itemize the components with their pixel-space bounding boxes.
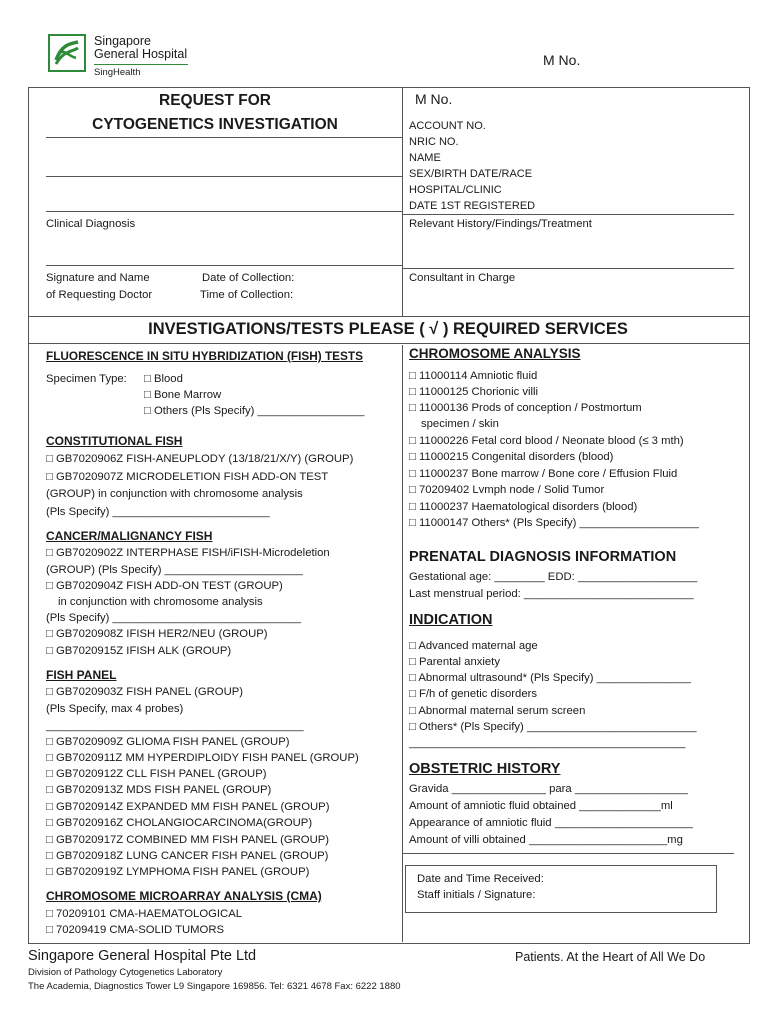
header-line-1 — [46, 137, 402, 138]
form-title-line2: CYTOGENETICS INVESTIGATION — [92, 116, 338, 133]
logo-divider — [94, 64, 188, 65]
indication-item[interactable]: □ Advanced maternal age — [409, 640, 538, 652]
panel-item[interactable]: □ GB7020919Z LYMPHOMA FISH PANEL (GROUP) — [46, 866, 310, 878]
patient-field-sex: SEX/BIRTH DATE/RACE — [409, 168, 533, 180]
specimen-option-bone-marrow[interactable]: □ Bone Marrow — [144, 389, 222, 401]
cancer-fish-heading: CANCER/MALIGNANCY FISH — [46, 529, 213, 543]
constitutional-item[interactable]: □ GB7020907Z MICRODELETION FISH ADD-ON TEST — [46, 471, 329, 483]
form-title-line1: REQUEST FOR — [159, 92, 271, 109]
chromosome-item[interactable]: □ 11000226 Fetal cord blood / Neonate blood (≤ 3 mth) — [409, 435, 684, 447]
cma-item[interactable]: □ 70209419 CMA-SOLID TUMORS — [46, 924, 225, 936]
cma-item[interactable]: □ 70209101 CMA-HAEMATOLOGICAL — [46, 908, 243, 920]
right-header-line-1 — [402, 214, 734, 215]
specimen-option-blood[interactable]: □ Blood — [144, 373, 183, 385]
patient-field-account: ACCOUNT NO. — [409, 120, 486, 132]
prenatal-gestational-edd[interactable]: Gestational age: ________ EDD: ___________________ — [409, 571, 698, 583]
chromosome-item-continued: specimen / skin — [421, 418, 499, 430]
panel-item-specify[interactable]: _________________________________________ — [46, 720, 304, 732]
patient-field-date: DATE 1ST REGISTERED — [409, 200, 536, 212]
panel-item[interactable]: □ GB7020917Z COMBINED MM FISH PANEL (GROUP) — [46, 834, 330, 846]
footer-address: The Academia, Diagnostics Tower L9 Singapore 169856. Tel: 6321 4678 Fax: 6222 1880 — [28, 981, 401, 992]
cancer-item[interactable]: □ GB7020915Z IFISH ALK (GROUP) — [46, 645, 232, 657]
obstetric-villi-amount[interactable]: Amount of villi obtained ______________________mg — [409, 834, 683, 846]
cancer-item-specify[interactable]: (Pls Specify) ______________________________ — [46, 612, 302, 624]
cancer-item-continued: in conjunction with chromosome analysis — [58, 596, 263, 608]
fish-panel-heading: FISH PANEL — [46, 668, 117, 682]
patient-field-hospital: HOSPITAL/CLINIC — [409, 184, 502, 196]
signature-label-2: of Requesting Doctor — [46, 289, 153, 301]
indication-item[interactable]: □ Abnormal ultrasound* (Pls Specify) _______________ — [409, 672, 691, 684]
obstetric-gravida-para[interactable]: Gravida _______________ para __________________ — [409, 783, 688, 795]
footer-org-name: Singapore General Hospital Pte Ltd — [28, 948, 257, 964]
logo-singhealth: SingHealth — [94, 67, 141, 78]
cancer-item-specify[interactable]: (GROUP) (Pls Specify) ______________________ — [46, 564, 303, 576]
indication-specify-line[interactable]: ____________________________________________ — [409, 737, 686, 749]
cancer-item[interactable]: □ GB7020904Z FISH ADD-ON TEST (GROUP) — [46, 580, 283, 592]
m-no-top-label: M No. — [543, 52, 581, 68]
panel-item[interactable]: □ GB7020918Z LUNG CANCER FISH PANEL (GROUP) — [46, 850, 329, 862]
panel-item[interactable]: □ GB7020909Z GLIOMA FISH PANEL (GROUP) — [46, 736, 290, 748]
hospital-logo — [48, 34, 198, 84]
chromosome-item[interactable]: □ 70209402 Lvmph node / Solid Tumor — [409, 484, 605, 496]
cma-heading: CHROMOSOME MICROARRAY ANALYSIS (CMA) — [46, 889, 322, 903]
form-center-divider — [402, 88, 403, 316]
logo-name-line1: Singapore — [94, 34, 151, 48]
indication-item[interactable]: □ F/h of genetic disorders — [409, 688, 538, 700]
chromosome-item[interactable]: □ 11000237 Bone marrow / Bone core / Effusion Fluid — [409, 468, 678, 480]
m-no-form-label: M No. — [415, 91, 453, 107]
obstetric-amniotic-appearance[interactable]: Appearance of amniotic fluid ______________________ — [409, 817, 693, 829]
relevant-history-label: Relevant History/Findings/Treatment — [409, 218, 592, 230]
investigations-underline — [28, 343, 749, 344]
panel-item[interactable]: □ GB7020913Z MDS FISH PANEL (GROUP) — [46, 784, 272, 796]
investigations-title: INVESTIGATIONS/TESTS PLEASE ( √ ) REQUIRED SERVICES — [148, 320, 628, 338]
time-collection-label: Time of Collection: — [200, 289, 294, 301]
footer-tagline: Patients. At the Heart of All We Do — [515, 950, 706, 964]
constitutional-fish-heading: CONSTITUTIONAL FISH — [46, 434, 183, 448]
chromosome-analysis-heading: CHROMOSOME ANALYSIS — [409, 346, 581, 361]
indication-item[interactable]: □ Others* (Pls Specify) ___________________________ — [409, 721, 697, 733]
obstetric-bottom-line — [402, 853, 734, 854]
fish-heading: FLUORESCENCE IN SITU HYBRIDIZATION (FISH) TESTS — [46, 349, 363, 363]
cancer-item[interactable]: □ GB7020902Z INTERPHASE FISH/iFISH-Microdeletion — [46, 547, 330, 559]
constitutional-specify[interactable]: (Pls Specify) _________________________ — [46, 506, 270, 518]
panel-item[interactable]: □ GB7020914Z EXPANDED MM FISH PANEL (GROUP) — [46, 801, 330, 813]
chromosome-item[interactable]: □ 11000136 Prods of conception / Postmortum — [409, 402, 642, 414]
cancer-item[interactable]: □ GB7020908Z IFISH HER2/NEU (GROUP) — [46, 628, 268, 640]
indication-heading: INDICATION — [409, 612, 493, 628]
received-staff-signature: Staff initials / Signature: — [417, 889, 536, 901]
signature-label-1: Signature and Name — [46, 272, 150, 284]
chromosome-item[interactable]: □ 11000215 Congenital disorders (blood) — [409, 451, 614, 463]
date-collection-label: Date of Collection: — [202, 272, 295, 284]
constitutional-item[interactable]: □ GB7020906Z FISH-ANEUPLODY (13/18/21/X/Y) (GROUP) — [46, 453, 354, 465]
consultant-label: Consultant in Charge — [409, 272, 516, 284]
chromosome-item[interactable]: □ 11000147 Others* (Pls Specify) ___________________ — [409, 517, 699, 529]
specimen-type-label: Specimen Type: — [46, 373, 127, 385]
specimen-option-others[interactable]: □ Others (Pls Specify) _________________ — [144, 405, 365, 417]
panel-item[interactable]: □ GB7020903Z FISH PANEL (GROUP) — [46, 686, 244, 698]
chromosome-item[interactable]: □ 11000125 Chorionic villi — [409, 386, 539, 398]
indication-item[interactable]: □ Abnormal maternal serum screen — [409, 705, 586, 717]
prenatal-lmp[interactable]: Last menstrual period: ___________________________ — [409, 588, 694, 600]
panel-item[interactable]: □ GB7020912Z CLL FISH PANEL (GROUP) — [46, 768, 267, 780]
clinical-diagnosis-label: Clinical Diagnosis — [46, 218, 136, 230]
constitutional-item-continued: (GROUP) in conjunction with chromosome analysis — [46, 488, 303, 500]
obstetric-amniotic-amount[interactable]: Amount of amniotic fluid obtained _____________ml — [409, 800, 673, 812]
panel-item[interactable]: □ GB7020911Z MM HYPERDIPLOIDY FISH PANEL (GROUP) — [46, 752, 359, 764]
patient-field-nric: NRIC NO. — [409, 136, 459, 148]
footer-division: Division of Pathology Cytogenetics Laboratory — [28, 967, 223, 978]
header-line-2 — [46, 176, 402, 177]
received-date-time: Date and Time Received: — [417, 873, 544, 885]
header-line-4 — [46, 265, 402, 266]
indication-item[interactable]: □ Parental anxiety — [409, 656, 500, 668]
prenatal-heading: PRENATAL DIAGNOSIS INFORMATION — [409, 549, 677, 565]
chromosome-item[interactable]: □ 11000237 Haematological disorders (blood) — [409, 501, 638, 513]
obstetric-heading: OBSTETRIC HISTORY — [409, 761, 561, 777]
panel-item-note: (Pls Specify, max 4 probes) — [46, 703, 184, 715]
right-header-line-2 — [402, 268, 734, 269]
section-divider — [28, 316, 749, 317]
chromosome-item[interactable]: □ 11000114 Amniotic fluid — [409, 370, 538, 382]
logo-name-line2: General Hospital — [94, 47, 188, 61]
patient-field-name: NAME — [409, 152, 441, 164]
header-line-3 — [46, 211, 402, 212]
panel-item[interactable]: □ GB7020916Z CHOLANGIOCARCINOMA(GROUP) — [46, 817, 313, 829]
sgh-logo-mark-icon — [48, 34, 86, 72]
